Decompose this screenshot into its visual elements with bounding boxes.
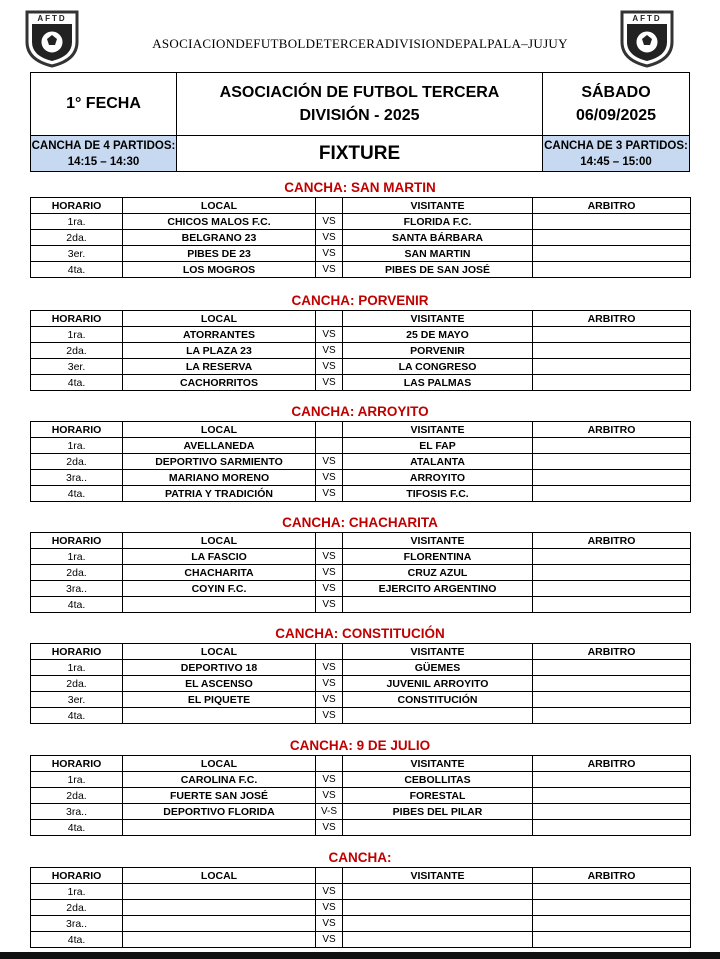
match-time-cell: 3ra..: [31, 581, 123, 597]
versus-cell: VS: [316, 549, 343, 565]
away-team-cell: EJERCITO ARGENTINO: [343, 581, 533, 597]
table-row: [31, 343, 691, 359]
match-time-cell: 1ra.: [31, 327, 123, 343]
association-name-line: ASOCIACIONDEFUTBOLDETERCERADIVISIONDEPALPALA–JUJUY: [152, 36, 568, 51]
home-team-cell: [123, 708, 316, 724]
away-team-cell: FLORIDA F.C.: [343, 214, 533, 230]
referee-cell: [533, 708, 691, 724]
header-arbitro: ARBITRO: [533, 533, 691, 549]
svg-text:AFTD: AFTD: [632, 14, 662, 23]
home-team-cell: DEPORTIVO SARMIENTO: [123, 454, 316, 470]
table-row: [31, 708, 691, 724]
home-team-cell: [123, 884, 316, 900]
home-team-cell: CACHORRITOS: [123, 375, 316, 391]
header-visitante: VISITANTE: [343, 198, 533, 214]
versus-cell: VS: [316, 581, 343, 597]
referee-cell: [533, 772, 691, 788]
section-title: CANCHA:: [328, 850, 392, 865]
fixture-header: [30, 72, 690, 171]
date-block: [543, 73, 690, 136]
home-team-cell: FUERTE SAN JOSÉ: [123, 788, 316, 804]
away-team-cell: FLORENTINA: [343, 549, 533, 565]
table-row: [31, 597, 691, 613]
header-visitante: VISITANTE: [343, 644, 533, 660]
referee-cell: [533, 343, 691, 359]
away-team-cell: [343, 597, 533, 613]
away-team-cell: CEBOLLITAS: [343, 772, 533, 788]
referee-cell: [533, 214, 691, 230]
three-match-info: [543, 136, 690, 172]
match-time-cell: 4ta.: [31, 486, 123, 502]
match-time-cell: 4ta.: [31, 820, 123, 836]
away-team-cell: JUVENIL ARROYITO: [343, 676, 533, 692]
letterhead: [0, 0, 720, 70]
referee-cell: [533, 230, 691, 246]
away-team-cell: CONSTITUCIÓN: [343, 692, 533, 708]
referee-cell: [533, 932, 691, 948]
match-time-cell: 1ra.: [31, 884, 123, 900]
versus-cell: VS: [316, 660, 343, 676]
match-table: [30, 197, 691, 278]
referee-cell: [533, 327, 691, 343]
referee-cell: [533, 359, 691, 375]
away-team-cell: CRUZ AZUL: [343, 565, 533, 581]
versus-cell: VS: [316, 565, 343, 581]
referee-cell: [533, 884, 691, 900]
versus-cell: V-S: [316, 804, 343, 820]
away-team-cell: ARROYITO: [343, 470, 533, 486]
versus-cell: VS: [316, 343, 343, 359]
away-team-cell: PORVENIR: [343, 343, 533, 359]
away-team-cell: 25 DE MAYO: [343, 327, 533, 343]
header-horario: HORARIO: [31, 311, 123, 327]
table-row: [31, 262, 691, 278]
table-header-row: [31, 311, 691, 327]
match-time-cell: 2da.: [31, 565, 123, 581]
header-vs: [316, 533, 343, 549]
away-team-cell: [343, 884, 533, 900]
versus-cell: VS: [316, 214, 343, 230]
table-row: [31, 375, 691, 391]
home-team-cell: PATRIA Y TRADICIÓN: [123, 486, 316, 502]
header-visitante: VISITANTE: [343, 422, 533, 438]
versus-cell: VS: [316, 916, 343, 932]
versus-cell: VS: [316, 470, 343, 486]
table-header-row: [31, 422, 691, 438]
away-team-cell: SAN MARTIN: [343, 246, 533, 262]
referee-cell: [533, 454, 691, 470]
home-team-cell: AVELLANEDA: [123, 438, 316, 454]
section-title: CANCHA: CONSTITUCIÓN: [275, 626, 445, 641]
table-row: [31, 916, 691, 932]
home-team-cell: CAROLINA F.C.: [123, 772, 316, 788]
match-time-cell: 4ta.: [31, 597, 123, 613]
table-row: [31, 788, 691, 804]
match-time-cell: 1ra.: [31, 438, 123, 454]
versus-cell: VS: [316, 230, 343, 246]
table-row: [31, 327, 691, 343]
table-row: [31, 820, 691, 836]
match-table: [30, 310, 691, 391]
versus-cell: VS: [316, 262, 343, 278]
table-row: [31, 692, 691, 708]
header-local: LOCAL: [123, 422, 316, 438]
section-title: CANCHA: SAN MARTIN: [284, 180, 436, 195]
home-team-cell: [123, 900, 316, 916]
versus-cell: VS: [316, 900, 343, 916]
versus-cell: VS: [316, 359, 343, 375]
header-arbitro: ARBITRO: [533, 311, 691, 327]
versus-cell: VS: [316, 246, 343, 262]
match-time-cell: 3er.: [31, 692, 123, 708]
match-table: [30, 867, 691, 948]
match-table: [30, 643, 691, 724]
match-time-cell: 1ra.: [31, 214, 123, 230]
match-time-cell: 3ra..: [31, 916, 123, 932]
header-vs: [316, 756, 343, 772]
date-label: 06/09/2025: [575, 107, 657, 124]
header-horario: HORARIO: [31, 644, 123, 660]
match-table: [30, 421, 691, 502]
header-horario: HORARIO: [31, 422, 123, 438]
table-header-row: [31, 198, 691, 214]
referee-cell: [533, 692, 691, 708]
header-arbitro: ARBITRO: [533, 868, 691, 884]
section-title: CANCHA: 9 DE JULIO: [289, 738, 431, 753]
four-match-info: [31, 136, 177, 172]
table-row: [31, 565, 691, 581]
section-title: CANCHA: PORVENIR: [291, 293, 429, 308]
match-time-cell: 2da.: [31, 900, 123, 916]
header-visitante: VISITANTE: [343, 868, 533, 884]
table-row: [31, 900, 691, 916]
match-time-cell: 4ta.: [31, 262, 123, 278]
versus-cell: VS: [316, 884, 343, 900]
match-table: [30, 755, 691, 836]
referee-cell: [533, 597, 691, 613]
header-horario: HORARIO: [31, 756, 123, 772]
table-row: [31, 454, 691, 470]
match-time-cell: 2da.: [31, 343, 123, 359]
away-team-cell: SANTA BÁRBARA: [343, 230, 533, 246]
versus-cell: VS: [316, 708, 343, 724]
header-local: LOCAL: [123, 868, 316, 884]
match-time-cell: 4ta.: [31, 708, 123, 724]
header-arbitro: ARBITRO: [533, 422, 691, 438]
table-header-row: [31, 756, 691, 772]
away-team-cell: EL FAP: [343, 438, 533, 454]
away-team-cell: [343, 916, 533, 932]
header-local: LOCAL: [123, 311, 316, 327]
association-logo-left: [23, 8, 81, 68]
header-local: LOCAL: [123, 198, 316, 214]
title-line-2: DIVISIÓN - 2025: [299, 107, 420, 124]
referee-cell: [533, 470, 691, 486]
table-row: [31, 804, 691, 820]
section-title: CANCHA: CHACHARITA: [282, 515, 438, 530]
away-team-cell: [343, 708, 533, 724]
table-row: [31, 549, 691, 565]
fecha-label: 1° FECHA: [31, 73, 177, 136]
home-team-cell: PIBES DE 23: [123, 246, 316, 262]
referee-cell: [533, 549, 691, 565]
versus-cell: VS: [316, 375, 343, 391]
match-time-cell: 1ra.: [31, 660, 123, 676]
four-match-label: CANCHA DE 4 PARTIDOS:: [31, 139, 176, 152]
header-vs: [316, 422, 343, 438]
home-team-cell: LA RESERVA: [123, 359, 316, 375]
three-match-times: 14:45 – 15:00: [580, 155, 652, 168]
versus-cell: [316, 438, 343, 454]
header-visitante: VISITANTE: [343, 533, 533, 549]
home-team-cell: DEPORTIVO 18: [123, 660, 316, 676]
table-row: [31, 772, 691, 788]
fixture-label: FIXTURE: [177, 136, 543, 172]
table-row: [31, 246, 691, 262]
document-title: [177, 73, 543, 136]
home-team-cell: ATORRANTES: [123, 327, 316, 343]
versus-cell: VS: [316, 772, 343, 788]
versus-cell: VS: [316, 676, 343, 692]
home-team-cell: LA FASCIO: [123, 549, 316, 565]
match-time-cell: 3er.: [31, 246, 123, 262]
header-local: LOCAL: [123, 533, 316, 549]
table-row: [31, 676, 691, 692]
away-team-cell: LA CONGRESO: [343, 359, 533, 375]
table-row: [31, 230, 691, 246]
home-team-cell: LA PLAZA 23: [123, 343, 316, 359]
referee-cell: [533, 788, 691, 804]
header-local: LOCAL: [123, 756, 316, 772]
four-match-times: 14:15 – 14:30: [67, 155, 140, 168]
table-header-row: [31, 644, 691, 660]
table-header-row: [31, 533, 691, 549]
header-local: LOCAL: [123, 644, 316, 660]
header-horario: HORARIO: [31, 533, 123, 549]
versus-cell: VS: [316, 454, 343, 470]
match-time-cell: 3ra..: [31, 804, 123, 820]
match-time-cell: 3er.: [31, 359, 123, 375]
match-time-cell: 4ta.: [31, 375, 123, 391]
referee-cell: [533, 262, 691, 278]
day-label: SÁBADO: [581, 84, 651, 101]
association-logo-right: [618, 8, 676, 68]
header-vs: [316, 198, 343, 214]
match-time-cell: 2da.: [31, 230, 123, 246]
table-row: [31, 470, 691, 486]
away-team-cell: GÜEMES: [343, 660, 533, 676]
away-team-cell: [343, 900, 533, 916]
away-team-cell: LAS PALMAS: [343, 375, 533, 391]
versus-cell: VS: [316, 692, 343, 708]
referee-cell: [533, 820, 691, 836]
home-team-cell: CHACHARITA: [123, 565, 316, 581]
three-match-label: CANCHA DE 3 PARTIDOS:: [544, 139, 688, 152]
table-row: [31, 214, 691, 230]
home-team-cell: CHICOS MALOS F.C.: [123, 214, 316, 230]
header-vs: [316, 644, 343, 660]
away-team-cell: FORESTAL: [343, 788, 533, 804]
match-time-cell: 1ra.: [31, 772, 123, 788]
header-horario: HORARIO: [31, 198, 123, 214]
referee-cell: [533, 916, 691, 932]
header-visitante: VISITANTE: [343, 311, 533, 327]
header-arbitro: ARBITRO: [533, 644, 691, 660]
referee-cell: [533, 438, 691, 454]
versus-cell: VS: [316, 327, 343, 343]
referee-cell: [533, 660, 691, 676]
referee-cell: [533, 581, 691, 597]
match-time-cell: 2da.: [31, 788, 123, 804]
bottom-edge: [0, 952, 720, 959]
section-title: CANCHA: ARROYITO: [291, 404, 429, 419]
away-team-cell: PIBES DE SAN JOSÉ: [343, 262, 533, 278]
versus-cell: VS: [316, 932, 343, 948]
header-vs: [316, 868, 343, 884]
referee-cell: [533, 375, 691, 391]
table-row: [31, 438, 691, 454]
title-line-1: ASOCIACIÓN DE FUTBOL TERCERA: [219, 84, 500, 101]
referee-cell: [533, 676, 691, 692]
away-team-cell: ATALANTA: [343, 454, 533, 470]
referee-cell: [533, 565, 691, 581]
header-arbitro: ARBITRO: [533, 756, 691, 772]
match-time-cell: 2da.: [31, 676, 123, 692]
home-team-cell: [123, 932, 316, 948]
header-horario: HORARIO: [31, 868, 123, 884]
table-row: [31, 660, 691, 676]
home-team-cell: DEPORTIVO FLORIDA: [123, 804, 316, 820]
versus-cell: VS: [316, 788, 343, 804]
match-table: [30, 532, 691, 613]
table-row: [31, 486, 691, 502]
table-row: [31, 359, 691, 375]
referee-cell: [533, 900, 691, 916]
table-row: [31, 932, 691, 948]
match-time-cell: 4ta.: [31, 932, 123, 948]
home-team-cell: EL ASCENSO: [123, 676, 316, 692]
table-header-row: [31, 868, 691, 884]
versus-cell: VS: [316, 597, 343, 613]
home-team-cell: [123, 597, 316, 613]
header-vs: [316, 311, 343, 327]
home-team-cell: BELGRANO 23: [123, 230, 316, 246]
table-row: [31, 884, 691, 900]
svg-text:AFTD: AFTD: [37, 14, 67, 23]
away-team-cell: [343, 820, 533, 836]
referee-cell: [533, 804, 691, 820]
home-team-cell: LOS MOGROS: [123, 262, 316, 278]
match-time-cell: 1ra.: [31, 549, 123, 565]
table-row: [31, 581, 691, 597]
away-team-cell: [343, 932, 533, 948]
header-arbitro: ARBITRO: [533, 198, 691, 214]
home-team-cell: EL PIQUETE: [123, 692, 316, 708]
referee-cell: [533, 486, 691, 502]
versus-cell: VS: [316, 486, 343, 502]
away-team-cell: TIFOSIS F.C.: [343, 486, 533, 502]
header-visitante: VISITANTE: [343, 756, 533, 772]
match-time-cell: 2da.: [31, 454, 123, 470]
referee-cell: [533, 246, 691, 262]
home-team-cell: [123, 820, 316, 836]
home-team-cell: [123, 916, 316, 932]
match-time-cell: 3ra..: [31, 470, 123, 486]
away-team-cell: PIBES DEL PILAR: [343, 804, 533, 820]
home-team-cell: MARIANO MORENO: [123, 470, 316, 486]
versus-cell: VS: [316, 820, 343, 836]
home-team-cell: COYIN F.C.: [123, 581, 316, 597]
